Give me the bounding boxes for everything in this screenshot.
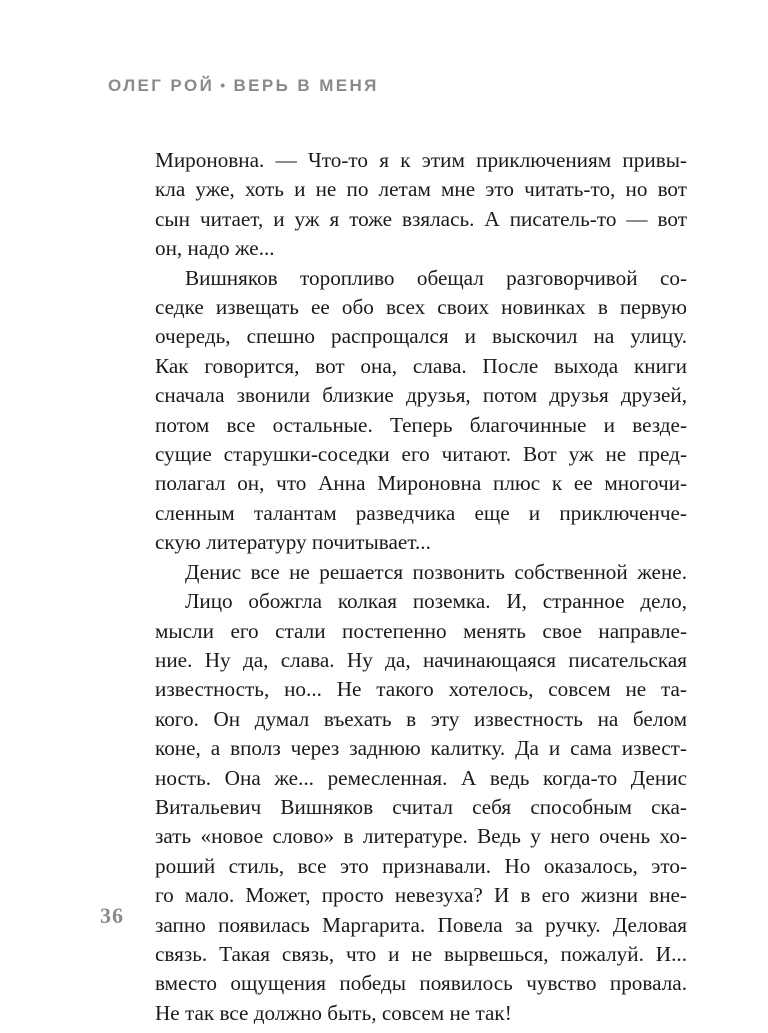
header-author: ОЛЕГ РОЙ: [108, 76, 215, 95]
text-line: го мало. Может, просто невезуха? И в его жизни вне-: [155, 883, 687, 908]
text-line: Мироновна. — Что-то я к этим приключениям привы-: [155, 148, 687, 172]
text-line: связь. Такая связь, что и не вырвешься, пожалуй. И...: [155, 941, 687, 966]
text-line: кла уже, хоть и не по летам мне это читать-то, но вот: [155, 177, 687, 202]
header-separator: •: [220, 77, 228, 93]
text-line: скую литературу почитывает...: [155, 530, 431, 555]
text-line: Денис все не решается позвонить собственной жене.: [185, 559, 687, 584]
text-line: сущие старушки-соседки его читают. Вот уж не пред-: [155, 442, 687, 467]
text-line: запно появилась Маргарита. Повела за ручку. Деловая: [155, 912, 687, 937]
body-text: [155, 146, 687, 1028]
text-line: вместо ощущения победы появилось чувство провала.: [155, 971, 687, 996]
text-line: сын читает, и уж я тоже взялась. А писатель-то — вот: [155, 206, 687, 231]
text-line: сленным талантам разведчика еще и приключенче-: [155, 500, 687, 525]
text-line: полагал он, что Анна Мироновна плюс к ее многочи-: [155, 471, 687, 496]
text-line: роший стиль, все это признавали. Но оказалось, это-: [155, 853, 687, 878]
text-line: ние. Ну да, слава. Ну да, начинающаяся писательская: [155, 647, 687, 672]
text-line: Лицо обожгла колкая поземка. И, странное дело,: [185, 589, 687, 614]
text-line: известность, но... Не такого хотелось, совсем не та-: [155, 677, 687, 702]
text-line: кого. Он думал въехать в эту известность на белом: [155, 706, 687, 731]
text-line: Витальевич Вишняков считал себя способным ска-: [155, 794, 687, 819]
text-line: очередь, спешно распрощался и выскочил на улицу.: [155, 324, 687, 349]
text-line: седке извещать ее обо всех своих новинках в первую: [155, 295, 687, 320]
text-line: Вишняков торопливо обещал разговорчивой со-: [185, 265, 687, 290]
header-book-title: ВЕРЬ В МЕНЯ: [233, 76, 379, 95]
page-number: 36: [100, 903, 124, 928]
text-line: Как говорится, вот она, слава. После выхода книги: [155, 353, 687, 378]
text-line: Не так все должно быть, совсем не так!: [155, 1000, 512, 1025]
running-header: [108, 76, 379, 96]
text-line: ность. Она же... ремесленная. А ведь когда-то Денис: [155, 765, 687, 790]
text-line: сначала звонили близкие друзья, потом друзья друзей,: [155, 383, 687, 408]
text-line: коне, а вполз через заднюю калитку. Да и сама извест-: [155, 736, 687, 761]
text-line: мысли его стали постепенно менять свое направле-: [155, 618, 687, 643]
text-line: зать «новое слово» в литературе. Ведь у него очень хо-: [155, 824, 687, 849]
text-line: потом все остальные. Теперь благочинные и везде-: [155, 412, 687, 437]
text-line: он, надо же...: [155, 236, 275, 261]
